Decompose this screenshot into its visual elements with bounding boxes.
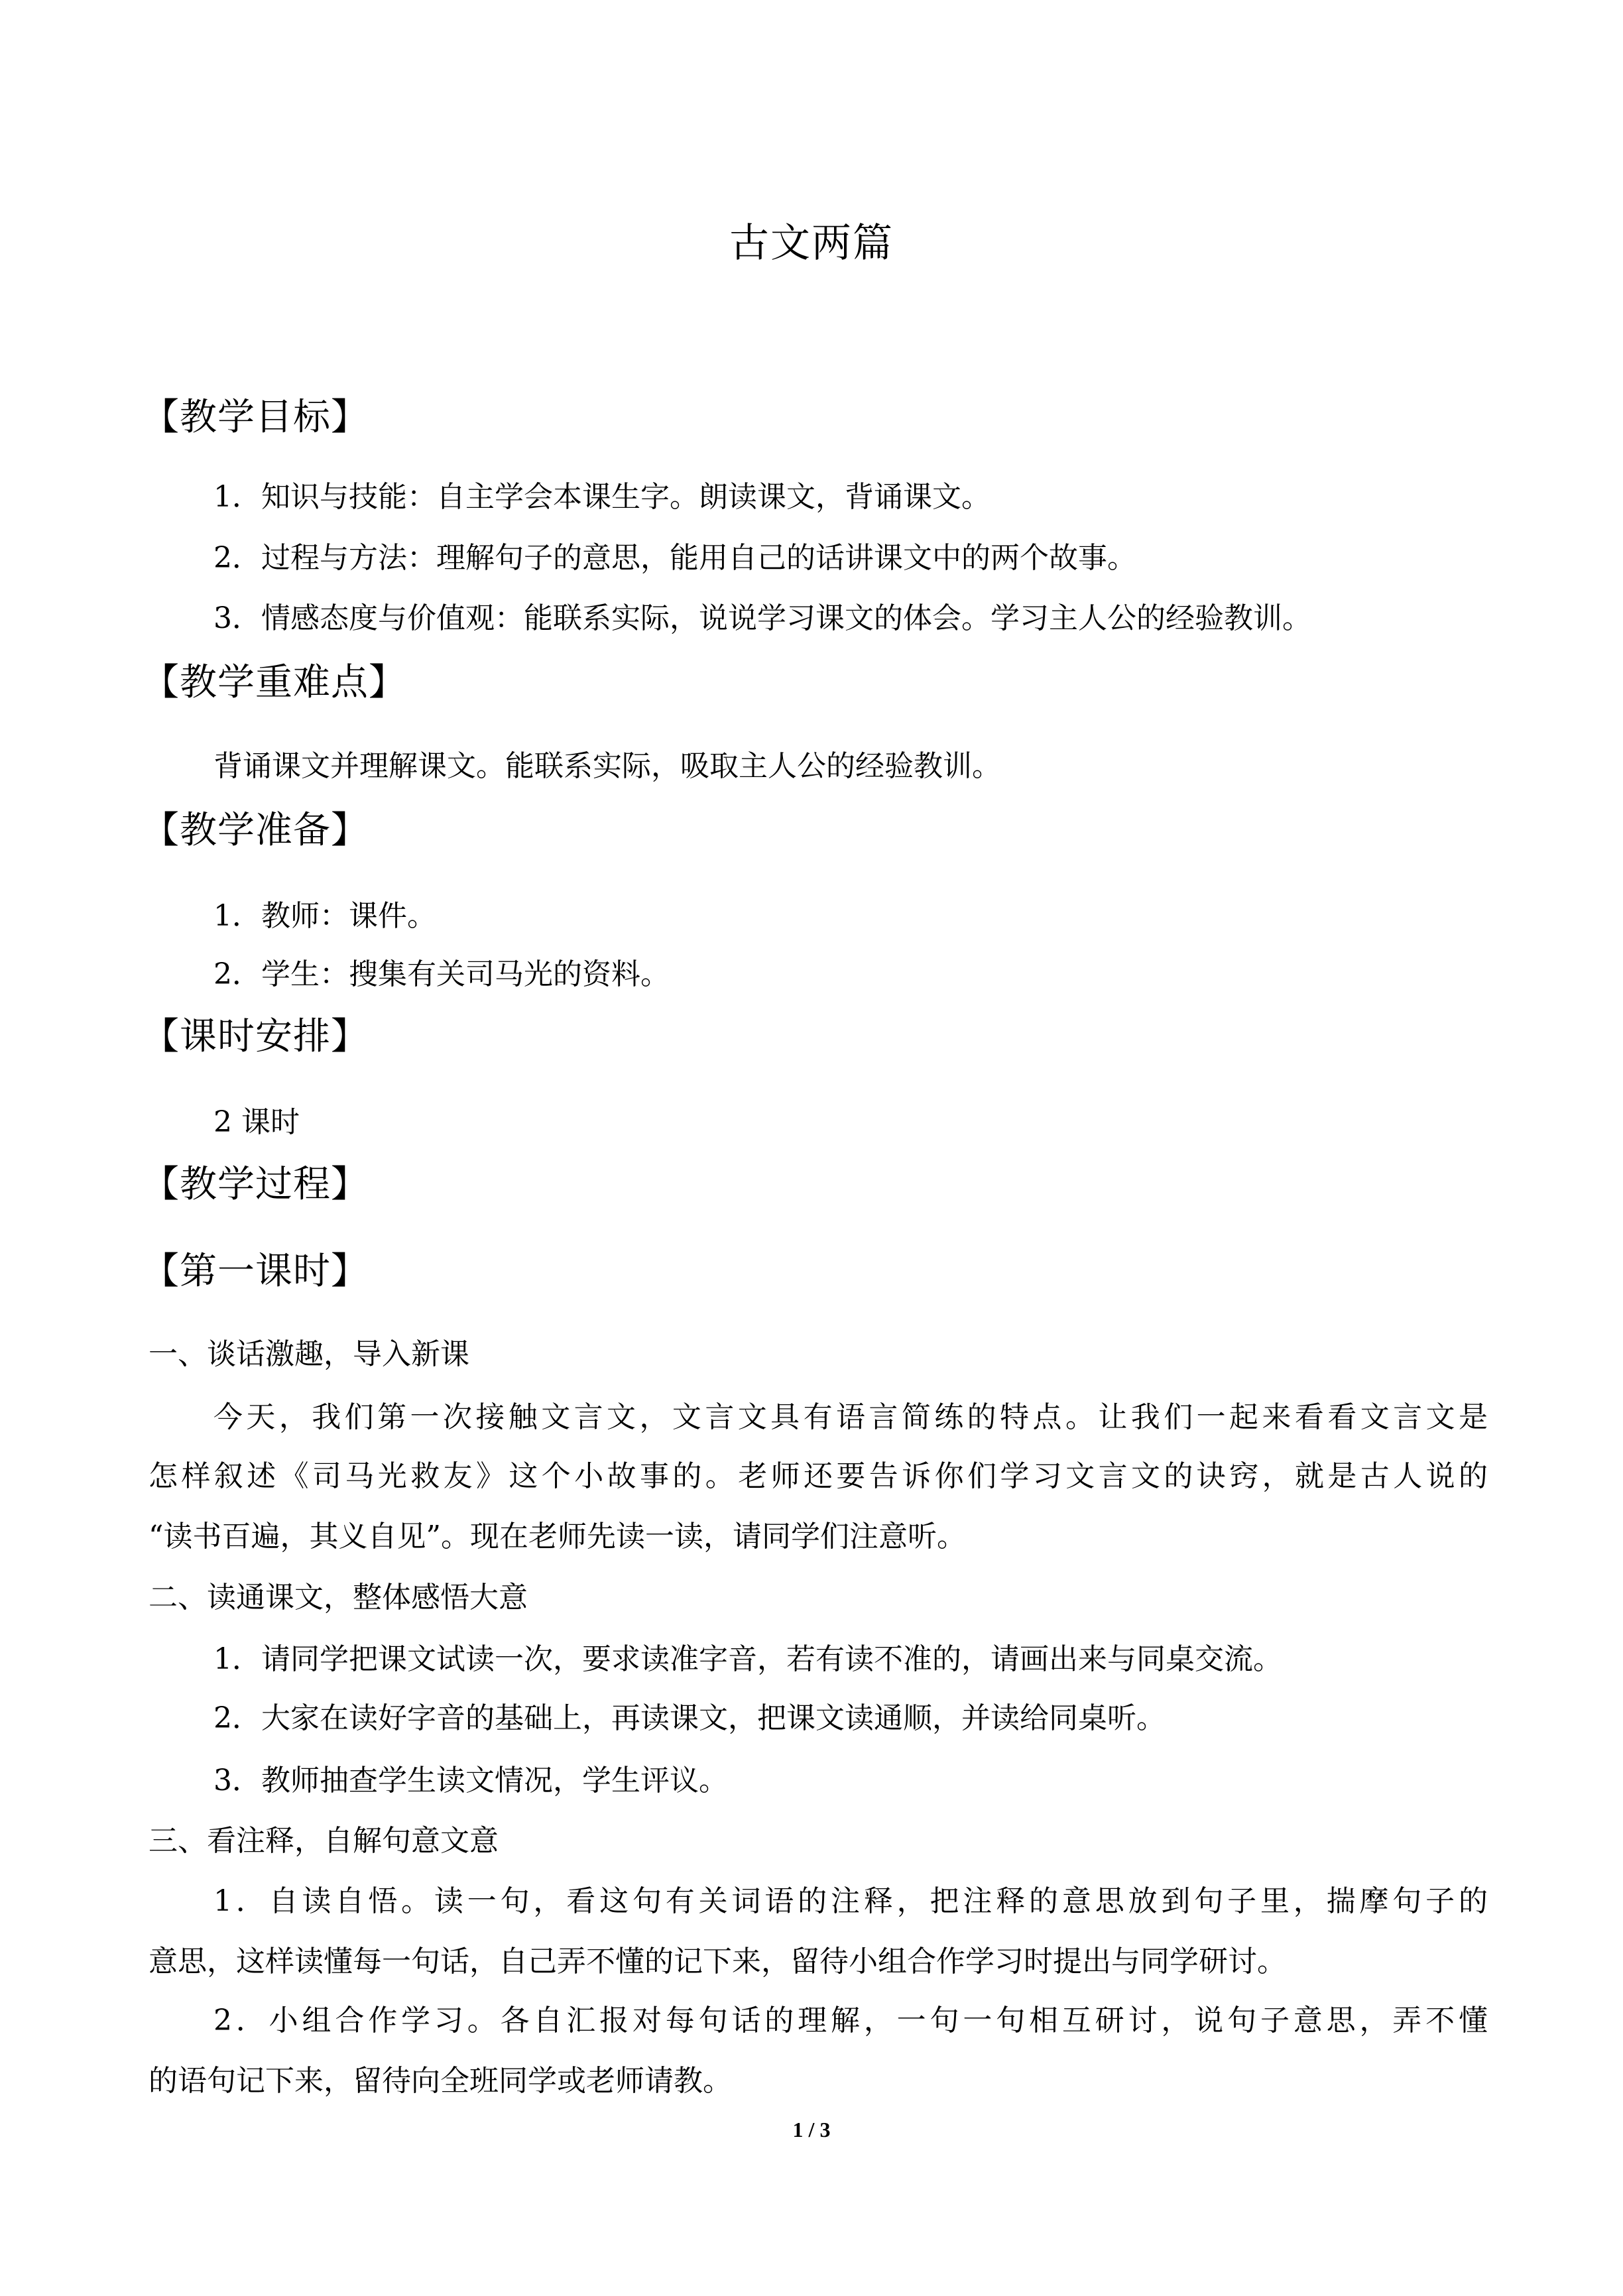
step-1-paragraph-line: “读书百遍，其义自见”。现在老师先读一读，请同学们注意听。 [149,1520,966,1553]
heading-preparation: 【教学准备】 [142,809,369,852]
step-3-item-2-line: 2．小组合作学习。各自汇报对每句话的理解，一句一句相互研讨，说句子意思，弄不懂 [213,2004,1488,2037]
step-1-heading: 一、谈话激趣，导入新课 [149,1337,469,1371]
key-points-text: 背诵课文并理解课文。能联系实际，吸取主人公的经验教训。 [213,749,1001,783]
schedule-text: 2 课时 [213,1105,300,1139]
objective-item: 2．过程与方法：理解句子的意思，能用自己的话讲课文中的两个故事。 [213,541,1136,575]
step-3-item-2-line: 的语句记下来，留待向全班同学或老师请教。 [149,2064,732,2098]
step-2-item: 1．请同学把课文试读一次，要求读准字音，若有读不准的，请画出来与同桌交流。 [213,1642,1282,1676]
step-3-item-1-line: 意思，这样读懂每一句话，自己弄不懂的记下来，留待小组合作学习时提出与同学研讨。 [149,1945,1286,1978]
step-3-heading: 三、看注释，自解句意文意 [149,1824,499,1858]
step-1-paragraph-line: 怎样叙述《司马光救友》这个小故事的。老师还要告诉你们学习文言文的诀窍，就是古人说的 [149,1459,1488,1493]
heading-schedule: 【课时安排】 [142,1015,369,1058]
step-3-item-1-line: 1．自读自悟。读一句，看这句有关词语的注释，把注释的意思放到句子里，揣摩句子的 [213,1884,1488,1918]
step-2-item: 2．大家在读好字音的基础上，再读课文，把课文读通顺，并读给同桌听。 [213,1701,1166,1735]
objective-item: 3．情感态度与价值观：能联系实际，说说学习课文的体会。学习主人公的经验教训。 [213,601,1311,635]
step-2-heading: 二、读通课文，整体感悟大意 [149,1581,528,1614]
document-title: 古文两篇 [729,220,894,267]
objective-item: 1．知识与技能：自主学会本课生字。朗读课文，背诵课文。 [213,480,991,514]
preparation-item: 1．教师：课件。 [213,899,436,933]
heading-lesson-1: 【第一课时】 [142,1250,369,1293]
step-1-paragraph-line: 今天，我们第一次接触文言文，文言文具有语言简练的特点。让我们一起来看看文言文是 [213,1400,1488,1434]
preparation-item: 2．学生：搜集有关司马光的资料。 [213,957,670,991]
step-2-item: 3．教师抽查学生读文情况，学生评议。 [213,1764,728,1797]
page-number: 1 / 3 [792,2118,831,2142]
heading-process: 【教学过程】 [142,1163,369,1206]
heading-objectives: 【教学目标】 [142,396,369,439]
heading-key-points: 【教学重难点】 [142,661,406,704]
